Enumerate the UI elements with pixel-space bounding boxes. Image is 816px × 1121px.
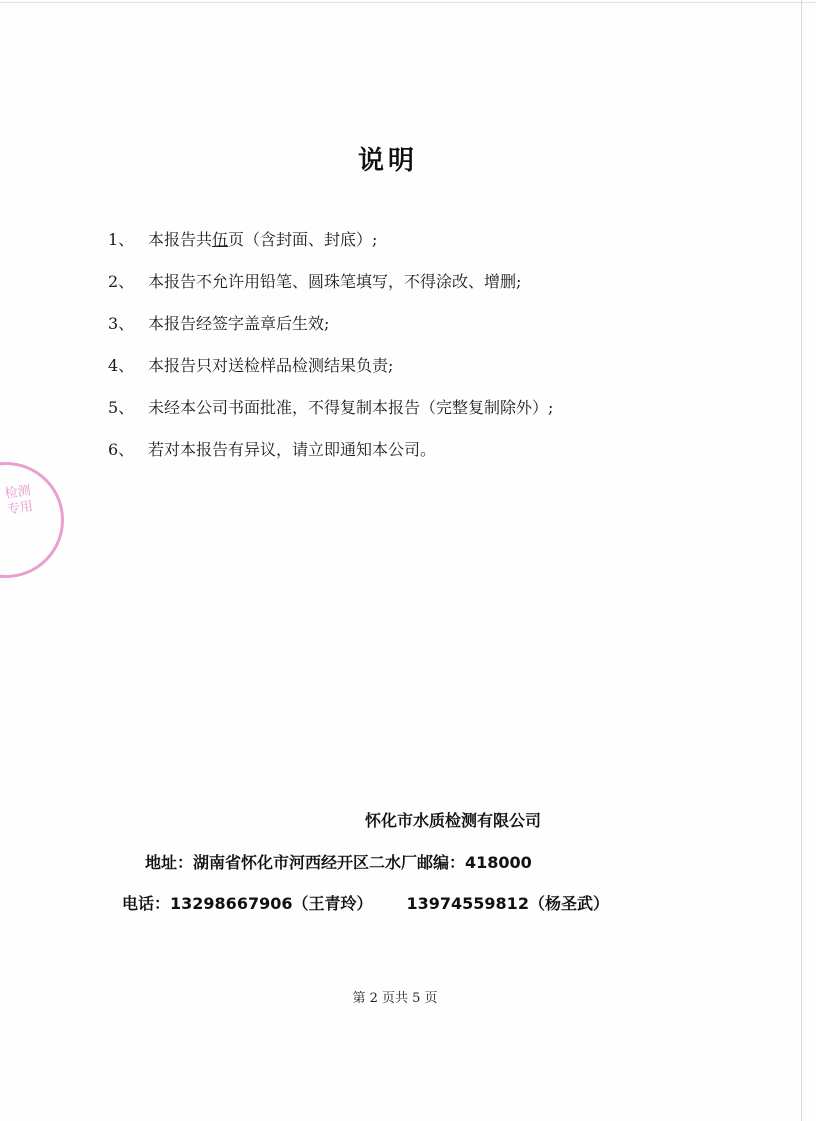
item-text: 若对本报告有异议，请立即通知本公司。 (148, 440, 437, 459)
company-address: 地址：湖南省怀化市河西经开区二水厂邮编：418000 (145, 853, 532, 872)
item-number: 5、 (108, 398, 135, 417)
item-text-before: 本报告共 (148, 230, 213, 249)
seal-stamp (0, 462, 64, 578)
company-name: 怀化市水质检测有限公司 (365, 811, 542, 830)
item-text-after: 页（含封面、封底）; (228, 230, 378, 249)
item-number: 1、 (108, 230, 135, 249)
seal-stamp-text: 检测专用 (3, 483, 34, 518)
page-title: 说明 (357, 146, 418, 176)
list-item (108, 438, 748, 480)
item-number: 3、 (108, 314, 135, 333)
phone-number-1: 13298667906（王青玲） (170, 894, 373, 913)
item-number: 6、 (108, 440, 135, 459)
list-item (108, 354, 748, 396)
item-text: 本报告只对送检样品检测结果负责; (148, 356, 394, 375)
item-text: 本报告不允许用铅笔、圆珠笔填写，不得涂改、增删; (148, 272, 522, 291)
item-text: 未经本公司书面批准，不得复制本报告（完整复制除外）; (148, 398, 554, 417)
list-item (108, 396, 748, 438)
item-number: 4、 (108, 356, 135, 375)
phone-number-2: 13974559812（杨圣武） (406, 894, 609, 913)
scan-edge-right (801, 0, 802, 1121)
item-text: 本报告经签字盖章后生效; (148, 314, 330, 333)
phone-label: 电话： (122, 894, 171, 913)
company-phone (122, 891, 609, 914)
item-text-highlight: 伍 (212, 230, 229, 249)
list-item (108, 312, 748, 354)
page-number: 第 2 页共 5 页 (352, 991, 438, 1006)
scan-edge-top (0, 2, 816, 3)
list-item (108, 228, 748, 270)
instructions-list (108, 228, 748, 480)
item-number: 2、 (108, 272, 135, 291)
list-item (108, 270, 748, 312)
